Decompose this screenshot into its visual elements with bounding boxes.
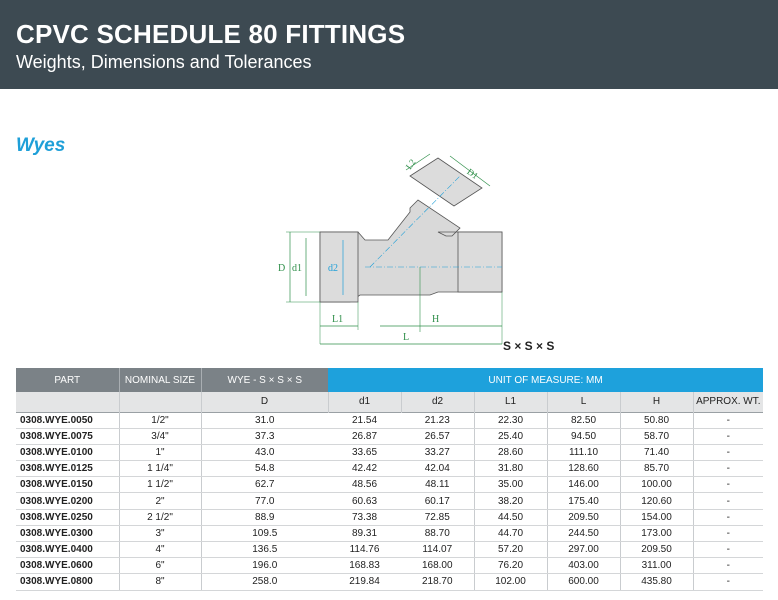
table-row [16,493,763,509]
cell-l: 146.00 [547,477,620,493]
column-approx-wt: APPROX. WT. [693,392,763,412]
dimensions-table-wrap [16,368,763,591]
cell-d1: 60.63 [328,493,401,509]
column-L: L [547,392,620,412]
cell-d2: 33.27 [401,444,474,460]
cell-part: 0308.WYE.0600 [16,558,119,574]
cell-h: 435.80 [620,574,693,590]
cell-part: 0308.WYE.0800 [16,574,119,590]
label-L1: L1 [332,314,344,325]
cell-size: 6" [119,558,201,574]
cell-d2: 218.70 [401,574,474,590]
cell-d1: 168.83 [328,558,401,574]
right-socket-shape [458,232,502,292]
cell-d: 31.0 [201,412,328,428]
label-d1: d1 [292,263,302,274]
cell-l1: 22.30 [474,412,547,428]
cell-size: 3/4" [119,428,201,444]
header-part: PART [16,368,119,392]
cell-d2: 26.57 [401,428,474,444]
cell-d: 88.9 [201,509,328,525]
cell-l1: 25.40 [474,428,547,444]
column-d2: d2 [401,392,474,412]
dimensions-table [16,368,763,591]
cell-d: 37.3 [201,428,328,444]
cell-size: 1 1/2" [119,477,201,493]
cell-l1: 38.20 [474,493,547,509]
page-subtitle: Weights, Dimensions and Tolerances [16,52,312,72]
cell-d1: 42.42 [328,461,401,477]
table-row [16,461,763,477]
column-d1: d1 [328,392,401,412]
cell-d: 136.5 [201,542,328,558]
header-wye: WYE - S × S × S [201,368,328,392]
cell-part: 0308.WYE.0075 [16,428,119,444]
cell-d: 196.0 [201,558,328,574]
cell-wt: - [693,461,763,477]
cell-l1: 31.80 [474,461,547,477]
cell-wt: - [693,412,763,428]
cell-d: 109.5 [201,525,328,541]
table-body [16,412,763,590]
cell-h: 50.80 [620,412,693,428]
cell-d1: 73.38 [328,509,401,525]
cell-l1: 76.20 [474,558,547,574]
cell-d1: 89.31 [328,525,401,541]
cell-l: 128.60 [547,461,620,477]
left-socket-shape [320,232,358,302]
cell-d: 62.7 [201,477,328,493]
cell-l: 175.40 [547,493,620,509]
cell-l1: 102.00 [474,574,547,590]
cell-part: 0308.WYE.0125 [16,461,119,477]
cell-l: 600.00 [547,574,620,590]
cell-d2: 48.11 [401,477,474,493]
label-d2: d2 [328,263,338,274]
cell-d2: 21.23 [401,412,474,428]
cell-h: 209.50 [620,542,693,558]
cell-wt: - [693,444,763,460]
cell-l: 297.00 [547,542,620,558]
wye-diagram [270,150,510,350]
cell-part: 0308.WYE.0300 [16,525,119,541]
label-D: D [278,263,286,274]
cell-size: 2 1/2" [119,509,201,525]
cell-d: 77.0 [201,493,328,509]
label-L: L [403,332,410,343]
cell-l1: 44.70 [474,525,547,541]
table-row [16,477,763,493]
table-row [16,428,763,444]
column-H: H [620,392,693,412]
table-row [16,558,763,574]
cell-h: 71.40 [620,444,693,460]
cell-l: 244.50 [547,525,620,541]
cell-h: 58.70 [620,428,693,444]
cell-part: 0308.WYE.0400 [16,542,119,558]
cell-wt: - [693,493,763,509]
cell-h: 173.00 [620,525,693,541]
cell-wt: - [693,509,763,525]
subheader-blank-size [119,392,201,412]
header-unit-of-measure: UNIT OF MEASURE: MM [328,368,763,392]
header-nominal-size: NOMINAL SIZE [119,368,201,392]
table-row [16,542,763,558]
page-title: CPVC SCHEDULE 80 FITTINGS [16,19,406,49]
table-row [16,444,763,460]
cell-size: 2" [119,493,201,509]
cell-l: 209.50 [547,509,620,525]
cell-size: 3" [119,525,201,541]
cell-d1: 26.87 [328,428,401,444]
spec-label: S × S × S [503,339,555,353]
column-D: D [201,392,328,412]
cell-l: 94.50 [547,428,620,444]
cell-size: 1/2" [119,412,201,428]
cell-part: 0308.WYE.0050 [16,412,119,428]
cell-h: 85.70 [620,461,693,477]
cell-wt: - [693,542,763,558]
cell-l: 111.10 [547,444,620,460]
cell-d: 258.0 [201,574,328,590]
cell-d1: 21.54 [328,412,401,428]
cell-l1: 28.60 [474,444,547,460]
cell-d1: 219.84 [328,574,401,590]
label-H: H [432,314,440,325]
cell-h: 154.00 [620,509,693,525]
cell-wt: - [693,558,763,574]
cell-size: 1" [119,444,201,460]
cell-d: 43.0 [201,444,328,460]
cell-d2: 88.70 [401,525,474,541]
cell-wt: - [693,525,763,541]
table-row [16,412,763,428]
cell-part: 0308.WYE.0150 [16,477,119,493]
cell-d: 54.8 [201,461,328,477]
cell-l1: 35.00 [474,477,547,493]
cell-l1: 57.20 [474,542,547,558]
cell-d2: 42.04 [401,461,474,477]
cell-l1: 44.50 [474,509,547,525]
cell-size: 8" [119,574,201,590]
label-D1: D1 [465,166,481,181]
section-title: Wyes [16,135,66,156]
cell-wt: - [693,574,763,590]
cell-size: 4" [119,542,201,558]
branch-socket-shape [410,158,482,206]
table-row [16,525,763,541]
cell-h: 100.00 [620,477,693,493]
cell-d2: 114.07 [401,542,474,558]
subheader-blank-part [16,392,119,412]
cell-l: 82.50 [547,412,620,428]
cell-l: 403.00 [547,558,620,574]
cell-part: 0308.WYE.0200 [16,493,119,509]
label-L2: L2 [403,157,418,172]
cell-d2: 72.85 [401,509,474,525]
column-L1: L1 [474,392,547,412]
cell-d1: 48.56 [328,477,401,493]
cell-wt: - [693,428,763,444]
cell-d2: 168.00 [401,558,474,574]
cell-size: 1 1/4" [119,461,201,477]
cell-d1: 33.65 [328,444,401,460]
cell-wt: - [693,477,763,493]
page-header [0,0,778,89]
table-row [16,574,763,590]
cell-d1: 114.76 [328,542,401,558]
cell-d2: 60.17 [401,493,474,509]
cell-h: 120.60 [620,493,693,509]
cell-h: 311.00 [620,558,693,574]
table-row [16,509,763,525]
cell-part: 0308.WYE.0100 [16,444,119,460]
cell-part: 0308.WYE.0250 [16,509,119,525]
